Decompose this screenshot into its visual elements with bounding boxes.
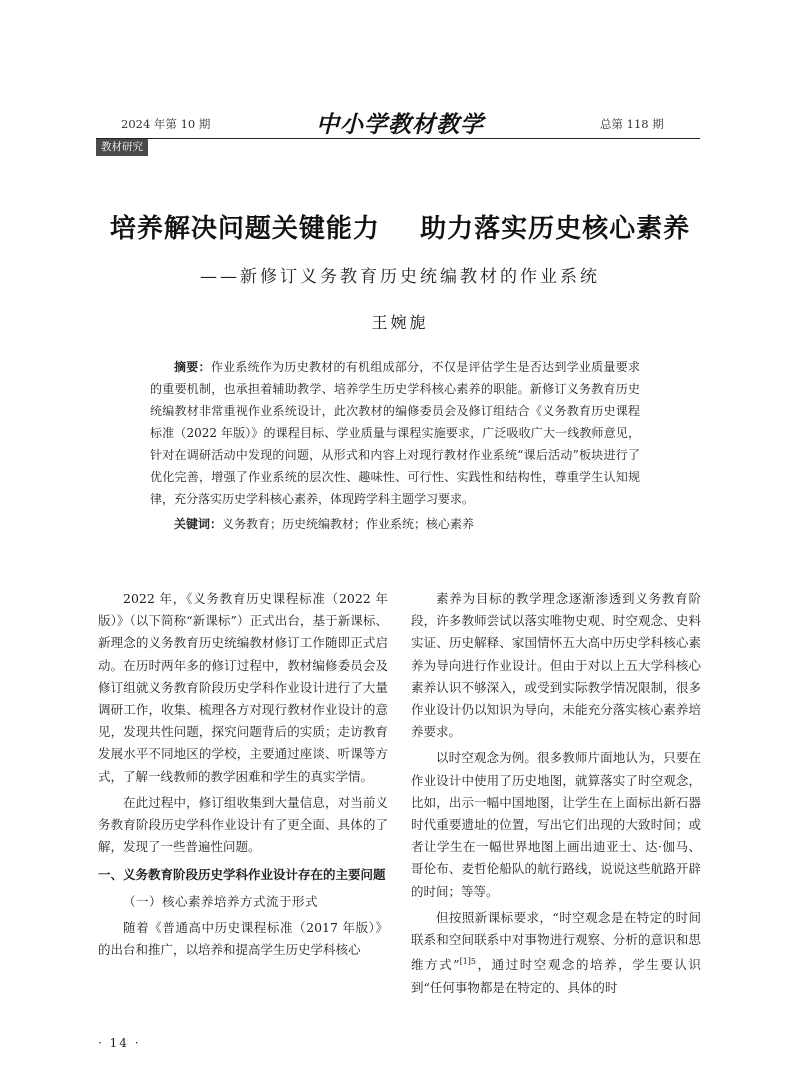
article-author: 王婉旎	[371, 313, 429, 332]
total-issue-info: 总第 118 期	[600, 117, 664, 131]
article-subtitle: ——新修订义务教育历史统编教材的作业系统	[200, 267, 600, 287]
keywords-paragraph	[150, 513, 640, 535]
body-paragraph: 以时空观念为例。很多教师片面地认为，只要在作业设计中使用了历史地图，就算落实了时空观念，比如，出示一幅中国地图，让学生在上面标出新石器时代重要遗址的位置，写出它们出现的大致时间；或者让学生在一幅世界地图上画出迪亚士、达·伽马、哥伦布、麦哲伦船队的航行路线，说说这些航路开辟的时间；等等。	[411, 750, 701, 899]
body-column-left	[98, 588, 388, 961]
body-paragraph: 2022 年，《义务教育历史课程标准（2022 年版）》（以下简称“新课标”）正式出台，基于新课标、新理念的义务教育历史统编教材修订工作随即正式启动。在历时两年多的修订过程中，教材编修委员会及修订组就义务教育阶段历史学科作业设计进行了大量调研工作，收集、梳理各方对现行教材作业设计的意见，发现共性问题，探究问题背后的实质；走访教育发展水平不同地区的学校，主要通过座谈、听课等方式，了解一线教师的教学困难和学生的真实学情。	[98, 591, 388, 784]
keywords-label: 关键词：	[174, 517, 223, 531]
abstract-paragraph	[150, 356, 640, 510]
journal-masthead: 中小学教材教学	[316, 112, 484, 138]
subsection-heading: （一）核心素养培养方式流于形式	[123, 893, 319, 909]
abstract-label: 摘要：	[174, 360, 211, 374]
page-number: · 14 ·	[98, 1036, 141, 1050]
body-paragraph	[411, 907, 701, 999]
header-rule	[96, 138, 700, 139]
article-title: 培养解决问题关键能力 助力落实历史核心素养	[109, 214, 691, 244]
body-paragraph: 素养为目标的教学理念逐渐渗透到义务教育阶段，许多教师尝试以落实唯物史观、时空观念、史料实证、历史解释、家国情怀五大高中历史学科核心素养为导向进行作业设计。但由于对以上五大学科核心素养认识不够深入，或受到实际教学情况限制，很多作业设计仍以知识为导向，未能充分落实核心素养培养要求。	[411, 591, 701, 740]
issue-info: 2024 年第 10 期	[121, 117, 211, 131]
quote-text: 但按照新课标要求，“时空观念是在特定的时间联系和空间联系中对事物进行观察、分析的意识和思维方式”	[411, 909, 701, 973]
section-heading: 一、义务教育阶段历史学科作业设计存在的主要问题	[98, 867, 386, 883]
continued-text: ，通过时空观念的培养，学生要认识到“任何事物都是在特定的、具体的时	[411, 957, 701, 995]
body-paragraph: 随着《普通高中历史课程标准（2017 年版）》的出台和推广，以培养和提高学生历史学科核心	[98, 919, 388, 958]
body-paragraph: 在此过程中，修订组收集到大量信息，对当前义务教育阶段历史学科作业设计有了更全面、具体的了解，发现了一些普遍性问题。	[98, 794, 388, 855]
body-column-right	[411, 588, 701, 999]
keywords-text: 义务教育；历史统编教材；作业系统；核心素养	[222, 517, 475, 531]
abstract-block	[150, 356, 640, 535]
abstract-text: 作业系统作为历史教材的有机组成部分，不仅是评估学生是否达到学业质量要求的重要机制，也承担着辅助教学、培养学生历史学科核心素养的职能。新修订义务教育历史统编教材非常重视作业系统设计，此次教材的编修委员会及修订组结合《义务教育历史课程标准（2022 年版）》的课程目标、学业质量与课程实施要求，广泛吸收广大一线教师意见，针对在调研活动中发现的问题，从形式和内容上对现行教材作业系统“课后活动”板块进行了优化完善，增强了作业系统的层次性、趣味性、可行性、实践性和结构性，尊重学生认知规律，充分落实历史学科核心素养，体现跨学科主题学习要求。	[150, 360, 640, 506]
section-tag: 教材研究	[96, 139, 148, 156]
citation-ref: [1]5	[459, 957, 476, 967]
